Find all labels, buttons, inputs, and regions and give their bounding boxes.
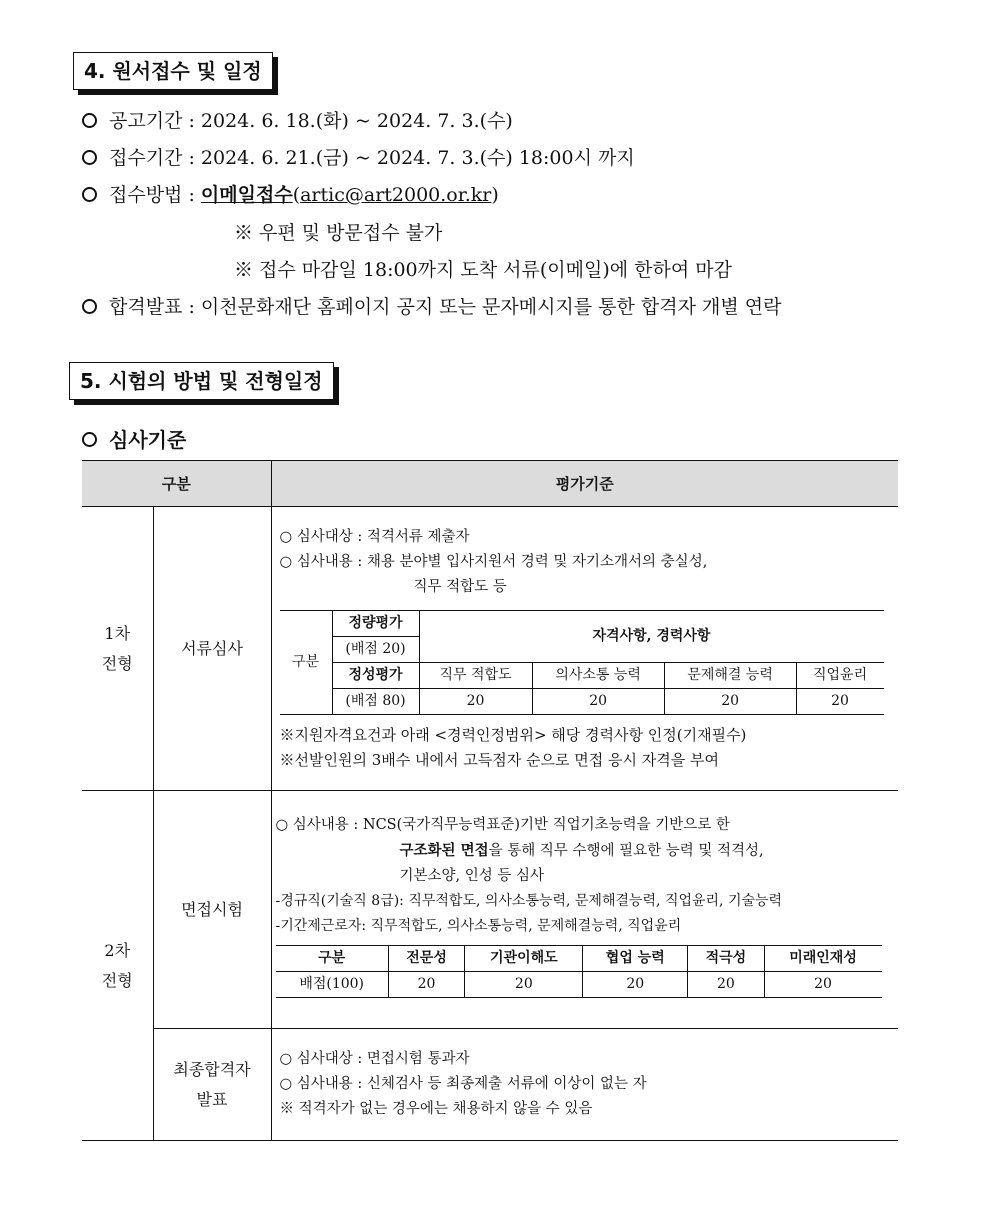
criteria-heading: 심사기준 — [82, 426, 186, 454]
note-deadline: ※ 접수 마감일 18:00까지 도착 서류(이메일)에 한하여 마감 — [234, 259, 732, 281]
email-address-link[interactable]: artic@art2000.or.kr — [300, 184, 492, 206]
stage1-content: ○ 심사대상 : 적격서류 제출자 ○ 심사내용 : 채용 분야별 입사지원서 경력 및 자기소개서의 충실성, 직무 적합도 등 구분 정량평가 자격사항, 경력사항 (배점 20) 정성평가 직무 적합도 의사소통 능력 문제해결 능력 직업윤리 (배점 80) 20 20 20 20 ※지원자격요건과 아래 <경력인정범위> 해당 경력사항 인정(기재필수) ※선발인원의 3배수 내에서 고득점자 순으로 면접 응시 자격을 부여 — [271, 507, 898, 791]
criteria-table — [82, 460, 898, 1141]
result-announcement-line: 합격발표 : 이천문화재단 홈페이지 공지 또는 문자메시지를 통한 합격자 개별 연락 — [82, 294, 781, 320]
header-division: 구분 — [82, 461, 271, 507]
stage1-label: 1차 전형 — [82, 507, 153, 791]
circle-bullet-icon — [82, 113, 97, 128]
final-announcement-label: 최종합격자 발표 — [153, 1029, 271, 1141]
email-application-label: 이메일접수 — [200, 184, 293, 206]
application-method-line: 접수방법 : 이메일접수(artic@art2000.or.kr) — [82, 182, 499, 208]
posting-period-line: 공고기간 : 2024. 6. 18.(화) ~ 2024. 7. 3.(수) — [82, 108, 513, 134]
final-content: ○ 심사대상 : 면접시험 통과자 ○ 심사내용 : 신체검사 등 최종제출 서류에 이상이 없는 자 ※ 적격자가 없는 경우에는 채용하지 않을 수 있음 — [271, 1029, 898, 1141]
circle-bullet-icon — [82, 299, 97, 314]
interview-content: ○ 심사내용 : NCS(국가직무능력표준)기반 직업기초능력을 기반으로 한 구조화된 면접을 통해 직무 수행에 필요한 능력 및 적격성, 기본소양, 인성 등 심사 -경규직(기술직 8급): 직무적합도, 의사소통능력, 문제해결능력, 직업윤리, 기술능력 -기간제근로자: 직무적합도, 의사소통능력, 문제해결능력, 직업윤리 구분 전문성 기관이해도 협업 능력 적극성 미래인재성 배점(100) 20 20 20 20 20 — [271, 791, 898, 1029]
interview-label: 면접시험 — [153, 791, 271, 1029]
section4-title: 4. 원서접수 및 일정 — [73, 52, 273, 90]
stage2-label: 2차 전형 — [82, 791, 153, 1141]
note-no-mail: ※ 우편 및 방문접수 불가 — [234, 222, 443, 244]
application-period-line: 접수기간 : 2024. 6. 21.(금) ~ 2024. 7. 3.(수) 18:00시 까지 — [82, 145, 635, 171]
section5-title: 5. 시험의 방법 및 전형일정 — [69, 362, 334, 400]
header-criteria: 평가기준 — [271, 461, 898, 507]
document-score-table: 구분 정량평가 자격사항, 경력사항 (배점 20) 정성평가 직무 적합도 의사소통 능력 문제해결 능력 직업윤리 (배점 80) 20 20 20 20 — [280, 610, 884, 715]
circle-bullet-icon — [82, 150, 97, 165]
circle-bullet-icon — [82, 187, 97, 202]
circle-bullet-icon — [82, 432, 97, 447]
document-screening-label: 서류심사 — [153, 507, 271, 791]
interview-score-table: 구분 전문성 기관이해도 협업 능력 적극성 미래인재성 배점(100) 20 20 20 20 20 — [276, 945, 882, 998]
